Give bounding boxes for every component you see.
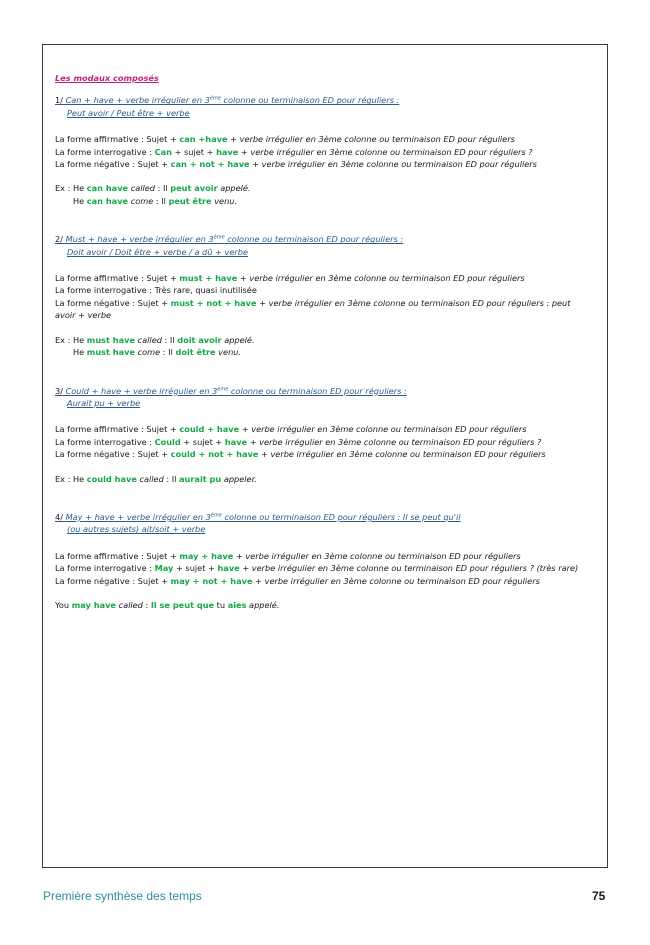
form-negative: La forme négative : Sujet + must + not + have + verbe irrégulier en 3ème colonne ou terminaison ED pour réguliers : peut avoir + verbe: [55, 297, 571, 321]
form-negative: La forme négative : Sujet + can + not + have + verbe irrégulier en 3ème colonne ou terminaison ED pour réguliers: [55, 159, 537, 170]
forms-block: [55, 423, 590, 460]
form-negative: La forme négative : Sujet + may + not + have + verbe irrégulier en 3ème colonne ou terminaison ED pour réguliers: [55, 575, 540, 586]
examples-block: [55, 334, 590, 359]
form-affirmative: La forme affirmative : Sujet + may + have + verbe irrégulier en 3ème colonne ou terminaison ED pour réguliers: [55, 550, 521, 561]
forms-block: [55, 133, 590, 170]
section-can: [55, 94, 590, 207]
form-affirmative: La forme affirmative : Sujet + must + have + verbe irrégulier en 3ème colonne ou terminaison ED pour réguliers: [55, 273, 525, 284]
section-subheading: Peut avoir / Peut être + verbe: [67, 107, 190, 118]
example-line: You may have called : Il se peut que tu aies appelé.: [55, 599, 280, 610]
document-body: [55, 72, 590, 637]
section-subheading: (ou autres sujets) ait/soit + verbe: [67, 524, 206, 535]
forms-block: [55, 272, 590, 322]
section-may: [55, 511, 590, 611]
examples-block: [55, 182, 590, 207]
section-heading: 4/ May + have + verbe irrégulier en 3ème colonne ou terminaison ED pour réguliers : Il se peut qu'il (ou autres sujets) ait/soit + verbe: [55, 511, 590, 536]
example-line: He must have come : Il doit être venu.: [73, 347, 242, 358]
example-line: He can have come : Il peut être venu.: [73, 195, 238, 206]
section-heading: 1/ Can + have + verbe irrégulier en 3ème colonne ou terminaison ED pour réguliers : Peut avoir / Peut être + verbe: [55, 94, 590, 119]
page-number: 75: [592, 889, 606, 903]
form-interrogative: La forme interrogative : May + sujet + have + verbe irrégulier en 3ème colonne ou terminaison ED pour réguliers ? (très rare): [55, 563, 579, 574]
form-interrogative: La forme interrogative : Can + sujet + have + verbe irrégulier en 3ème colonne ou terminaison ED pour réguliers ?: [55, 146, 533, 157]
form-affirmative: La forme affirmative : Sujet + can +have + verbe irrégulier en 3ème colonne ou terminaison ED pour réguliers: [55, 134, 515, 145]
form-interrogative: La forme interrogative : Très rare, quasi inutilisée: [55, 285, 257, 296]
example-line: Ex : He must have called : Il doit avoir appelé.: [55, 334, 255, 345]
example-line: Ex : He could have called : Il aurait pu appeler.: [55, 473, 257, 484]
section-subheading: Aurait pu + verbe: [67, 397, 141, 408]
form-negative: La forme négative : Sujet + could + not + have + verbe irrégulier en 3ème colonne ou terminaison ED pour réguliers: [55, 449, 546, 460]
examples-block: [55, 473, 590, 485]
section-heading: 2/ Must + have + verbe irrégulier en 3ème colonne ou terminaison ED pour réguliers : Doit avoir / Doit être + verbe / a dû + verbe: [55, 233, 590, 258]
footer-book-title: Première synthèse des temps: [43, 889, 202, 903]
example-line: Ex : He can have called : Il peut avoir appelé.: [55, 183, 251, 194]
examples-block: [55, 599, 590, 611]
page-title: Les modaux composés: [55, 73, 159, 83]
section-must: [55, 233, 590, 358]
section-subheading: Doit avoir / Doit être + verbe / a dû + verbe: [67, 246, 248, 257]
forms-block: [55, 550, 590, 587]
form-affirmative: La forme affirmative : Sujet + could + have + verbe irrégulier en 3ème colonne ou terminaison ED pour réguliers: [55, 424, 527, 435]
form-interrogative: La forme interrogative : Could + sujet + have + verbe irrégulier en 3ème colonne ou terminaison ED pour réguliers ?: [55, 436, 542, 447]
section-heading: 3/ Could + have + verbe irrégulier en 3ème colonne ou terminaison ED pour réguliers : Aurait pu + verbe: [55, 385, 590, 410]
section-could: [55, 385, 590, 485]
